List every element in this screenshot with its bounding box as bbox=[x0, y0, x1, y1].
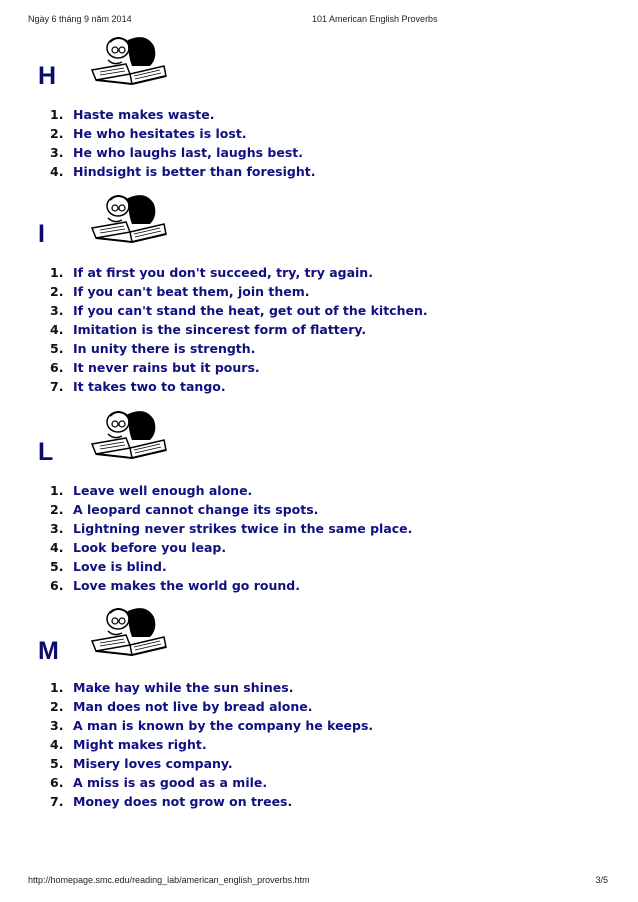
item-number: 3. bbox=[50, 521, 64, 536]
item-number: 1. bbox=[50, 265, 64, 280]
section-letter: H bbox=[38, 62, 57, 90]
item-number: 3. bbox=[50, 145, 64, 160]
item-number: 2. bbox=[50, 502, 64, 517]
reader-illustration bbox=[88, 188, 170, 246]
item-number: 1. bbox=[50, 680, 64, 695]
proverb-link[interactable]: Imitation is the sincerest form of flattery. bbox=[73, 322, 367, 337]
proverb-link[interactable]: Haste makes waste. bbox=[73, 107, 215, 122]
item-number: 7. bbox=[50, 794, 64, 809]
proverb-link[interactable]: If at first you don't succeed, try, try again. bbox=[73, 265, 373, 280]
proverb-link[interactable]: Leave well enough alone. bbox=[73, 483, 253, 498]
reader-illustration bbox=[88, 404, 170, 462]
item-number: 6. bbox=[50, 360, 64, 375]
item-number: 1. bbox=[50, 483, 64, 498]
item-number: 5. bbox=[50, 756, 64, 771]
header-title: 101 American English Proverbs bbox=[312, 14, 438, 24]
footer-url: http://homepage.smc.edu/reading_lab/american_english_proverbs.htm bbox=[28, 875, 310, 885]
item-number: 2. bbox=[50, 699, 64, 714]
proverb-link[interactable]: A man is known by the company he keeps. bbox=[73, 718, 374, 733]
proverb-link[interactable]: If you can't beat them, join them. bbox=[73, 284, 310, 299]
proverb-link[interactable]: It takes two to tango. bbox=[73, 379, 226, 394]
proverb-link[interactable]: Lightning never strikes twice in the same place. bbox=[73, 521, 413, 536]
item-number: 7. bbox=[50, 379, 64, 394]
proverb-link[interactable]: A miss is as good as a mile. bbox=[73, 775, 268, 790]
item-number: 1. bbox=[50, 107, 64, 122]
item-number: 3. bbox=[50, 718, 64, 733]
proverb-link[interactable]: He who hesitates is lost. bbox=[73, 126, 247, 141]
section-letter: M bbox=[38, 637, 59, 665]
item-number: 6. bbox=[50, 775, 64, 790]
proverb-link[interactable]: Misery loves company. bbox=[73, 756, 233, 771]
proverb-link[interactable]: In unity there is strength. bbox=[73, 341, 256, 356]
item-number: 4. bbox=[50, 540, 64, 555]
proverb-link[interactable]: Make hay while the sun shines. bbox=[73, 680, 294, 695]
item-number: 5. bbox=[50, 559, 64, 574]
section-letter: L bbox=[38, 438, 54, 466]
proverb-link[interactable]: He who laughs last, laughs best. bbox=[73, 145, 304, 160]
header-date: Ngày 6 tháng 9 năm 2014 bbox=[28, 14, 132, 24]
item-number: 4. bbox=[50, 322, 64, 337]
proverb-link[interactable]: It never rains but it pours. bbox=[73, 360, 260, 375]
proverb-link[interactable]: If you can't stand the heat, get out of the kitchen. bbox=[73, 303, 428, 318]
proverb-link[interactable]: A leopard cannot change its spots. bbox=[73, 502, 319, 517]
proverb-link[interactable]: Look before you leap. bbox=[73, 540, 227, 555]
reader-illustration bbox=[88, 30, 170, 88]
proverb-link[interactable]: Hindsight is better than foresight. bbox=[73, 164, 316, 179]
item-number: 2. bbox=[50, 284, 64, 299]
item-number: 3. bbox=[50, 303, 64, 318]
page-number: 3/5 bbox=[595, 875, 608, 885]
item-number: 2. bbox=[50, 126, 64, 141]
item-number: 4. bbox=[50, 737, 64, 752]
proverb-link[interactable]: Might makes right. bbox=[73, 737, 207, 752]
section-letter: I bbox=[38, 220, 45, 248]
item-number: 4. bbox=[50, 164, 64, 179]
proverb-link[interactable]: Money does not grow on trees. bbox=[73, 794, 293, 809]
proverb-link[interactable]: Love makes the world go round. bbox=[73, 578, 300, 593]
item-number: 6. bbox=[50, 578, 64, 593]
item-number: 5. bbox=[50, 341, 64, 356]
reader-illustration bbox=[88, 601, 170, 659]
proverb-link[interactable]: Man does not live by bread alone. bbox=[73, 699, 313, 714]
proverb-link[interactable]: Love is blind. bbox=[73, 559, 167, 574]
